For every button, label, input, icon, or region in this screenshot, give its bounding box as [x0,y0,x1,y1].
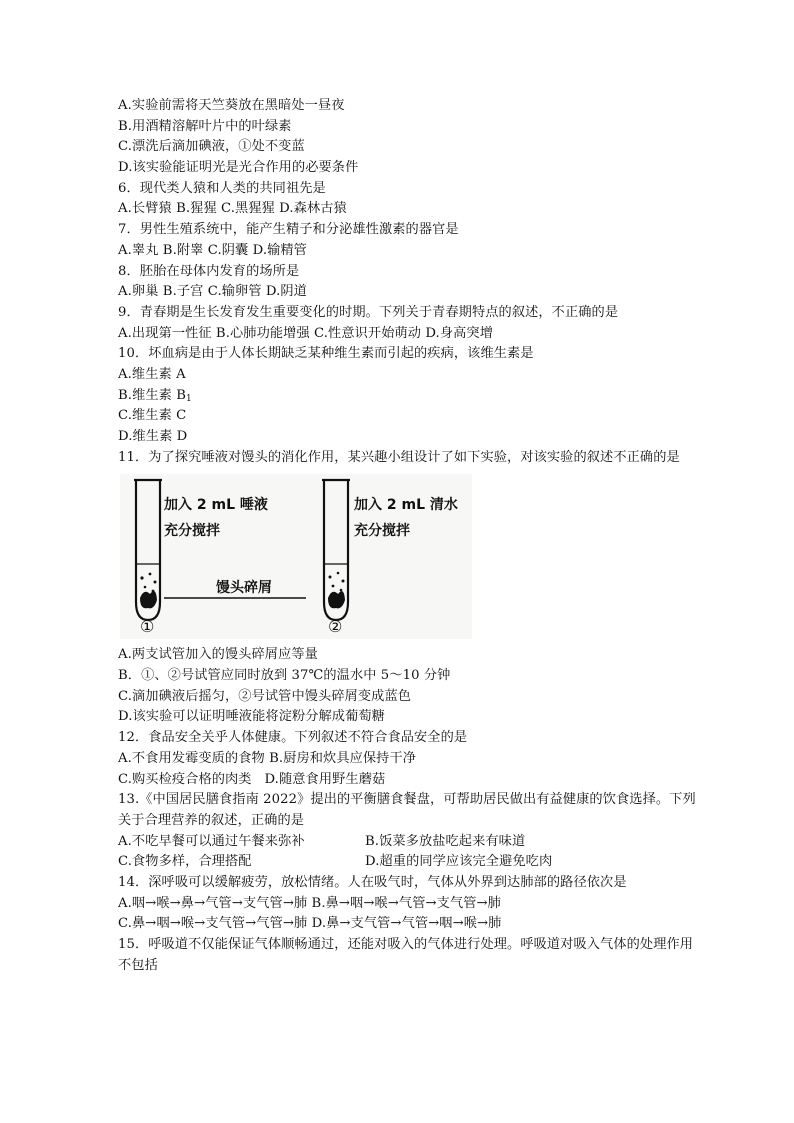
q13-stem: 13.《中国居民膳食指南 2022》提出的平衡膳食餐盘，可帮助居民做出有益健康的饮食选择。下列关于合理营养的叙述，正确的是 [118,792,696,828]
exam-page [118,96,698,976]
q6-options: A.长臂猿 B.猩猩 C.黑猩猩 D.森林古猿 [118,201,347,217]
q5-option-a: A.实验前需将天竺葵放在黑暗处一昼夜 [118,98,345,113]
tube-2-number: ② [328,617,343,637]
q14-options-cd: C.鼻→咽→喉→支气管→气管→肺 D.鼻→支气管→气管→咽→喉→肺 [118,916,502,932]
q5-option-c: C.漂洗后滴加碘液，①处不变蓝 [118,139,305,155]
q8-stem: 8．胚胎在母体内发育的场所是 [118,263,300,279]
q11-option-b: B．①、②号试管应同时放到 37℃的温水中 5～10 分钟 [118,668,451,684]
bread-crumbs-label: 馒头碎屑 [216,580,272,597]
q6-stem: 6．现代类人猿和人类的共同祖先是 [118,180,326,196]
q13-option-c: C.食物多样，合理搭配 [118,854,252,870]
tube-1-number: ① [140,617,155,637]
test-tube-figure [120,474,472,639]
q10-option-b [118,386,698,407]
tube-1-label-line2: 充分搅拌 [164,523,220,540]
q12-options-cd: C.购买检疫合格的肉类 D.随意食用野生蘑菇 [118,771,386,787]
q5-option-d: D.该实验能证明光是光合作用的必要条件 [118,160,359,176]
q13-options-row1 [118,832,698,853]
q10-option-b-subscript: 1 [186,393,192,404]
q7-options: A.睾丸 B.附睾 C.阴囊 D.输精管 [118,242,307,258]
tube-2-label-line1: 加入 2 mL 清水 [354,497,458,514]
q12-stem: 12．食品安全关乎人体健康。下列叙述不符合食品安全的是 [118,730,468,746]
tube-2-crumbs [328,572,345,609]
tube-1-label-line1: 加入 2 mL 唾液 [164,497,268,514]
q10-option-d: D.维生素 D [118,429,188,444]
q13-option-b: B.饭菜多放盐吃起来有味道 [365,833,526,849]
q5-option-b: B.用酒精溶解叶片中的叶绿素 [118,118,292,134]
tube-2-label-line2: 充分搅拌 [354,523,410,540]
q7-stem: 7．男性生殖系统中，能产生精子和分泌雄性激素的器官是 [118,222,459,238]
q11-option-a: A.两支试管加入的馒头碎屑应等量 [118,647,318,663]
q10-option-c: C.维生素 C [118,408,187,424]
q13-option-d: D.超重的同学应该完全避免吃肉 [365,854,553,870]
q12-options-ab: A.不食用发霉变质的食物 B.厨房和炊具应保持干净 [118,750,417,766]
q10-stem: 10．坏血病是由于人体长期缺乏某种维生素而引起的疾病，该维生素是 [118,346,534,362]
q14-stem: 14．深呼吸可以缓解疲劳，放松情绪。人在吸气时，气体从外界到达肺部的路径依次是 [118,874,627,890]
q10-option-a: A.维生素 A [118,366,186,382]
tube-1-crumbs [140,573,157,609]
q13-option-a: A.不吃早餐可以通过午餐来弥补 [118,833,305,849]
q9-stem: 9．青春期是生长发育发生重要变化的时期。下列关于青春期特点的叙述，不正确的是 [118,304,619,320]
q15-stem: 15．呼吸道不仅能保证气体顺畅通过，还能对吸入的气体进行处理。呼吸道对吸入气体的处理作用不包括 [118,937,694,973]
q14-options-ab: A.咽→喉→鼻→气管→支气管→肺 B.鼻→咽→喉→气管→支气管→肺 [118,895,501,911]
q11-stem: 11．为了探究唾液对馒头的消化作用，某兴趣小组设计了如下实验，对该实验的叙述不正确的是 [118,449,680,465]
q8-options: A.卵巢 B.子宫 C.输卵管 D.阴道 [118,284,307,300]
q13-options-row2 [118,852,698,873]
q11-option-d: D.该实验可以证明唾液能将淀粉分解成葡萄糖 [118,709,385,725]
q9-options: A.出现第一性征 B.心肺功能增强 C.性意识开始萌动 D.身高突增 [118,325,493,341]
q10-option-b-text: B.维生素 B [118,387,187,403]
q11-option-c: C.滴加碘液后摇匀，②号试管中馒头碎屑变成蓝色 [118,688,412,704]
